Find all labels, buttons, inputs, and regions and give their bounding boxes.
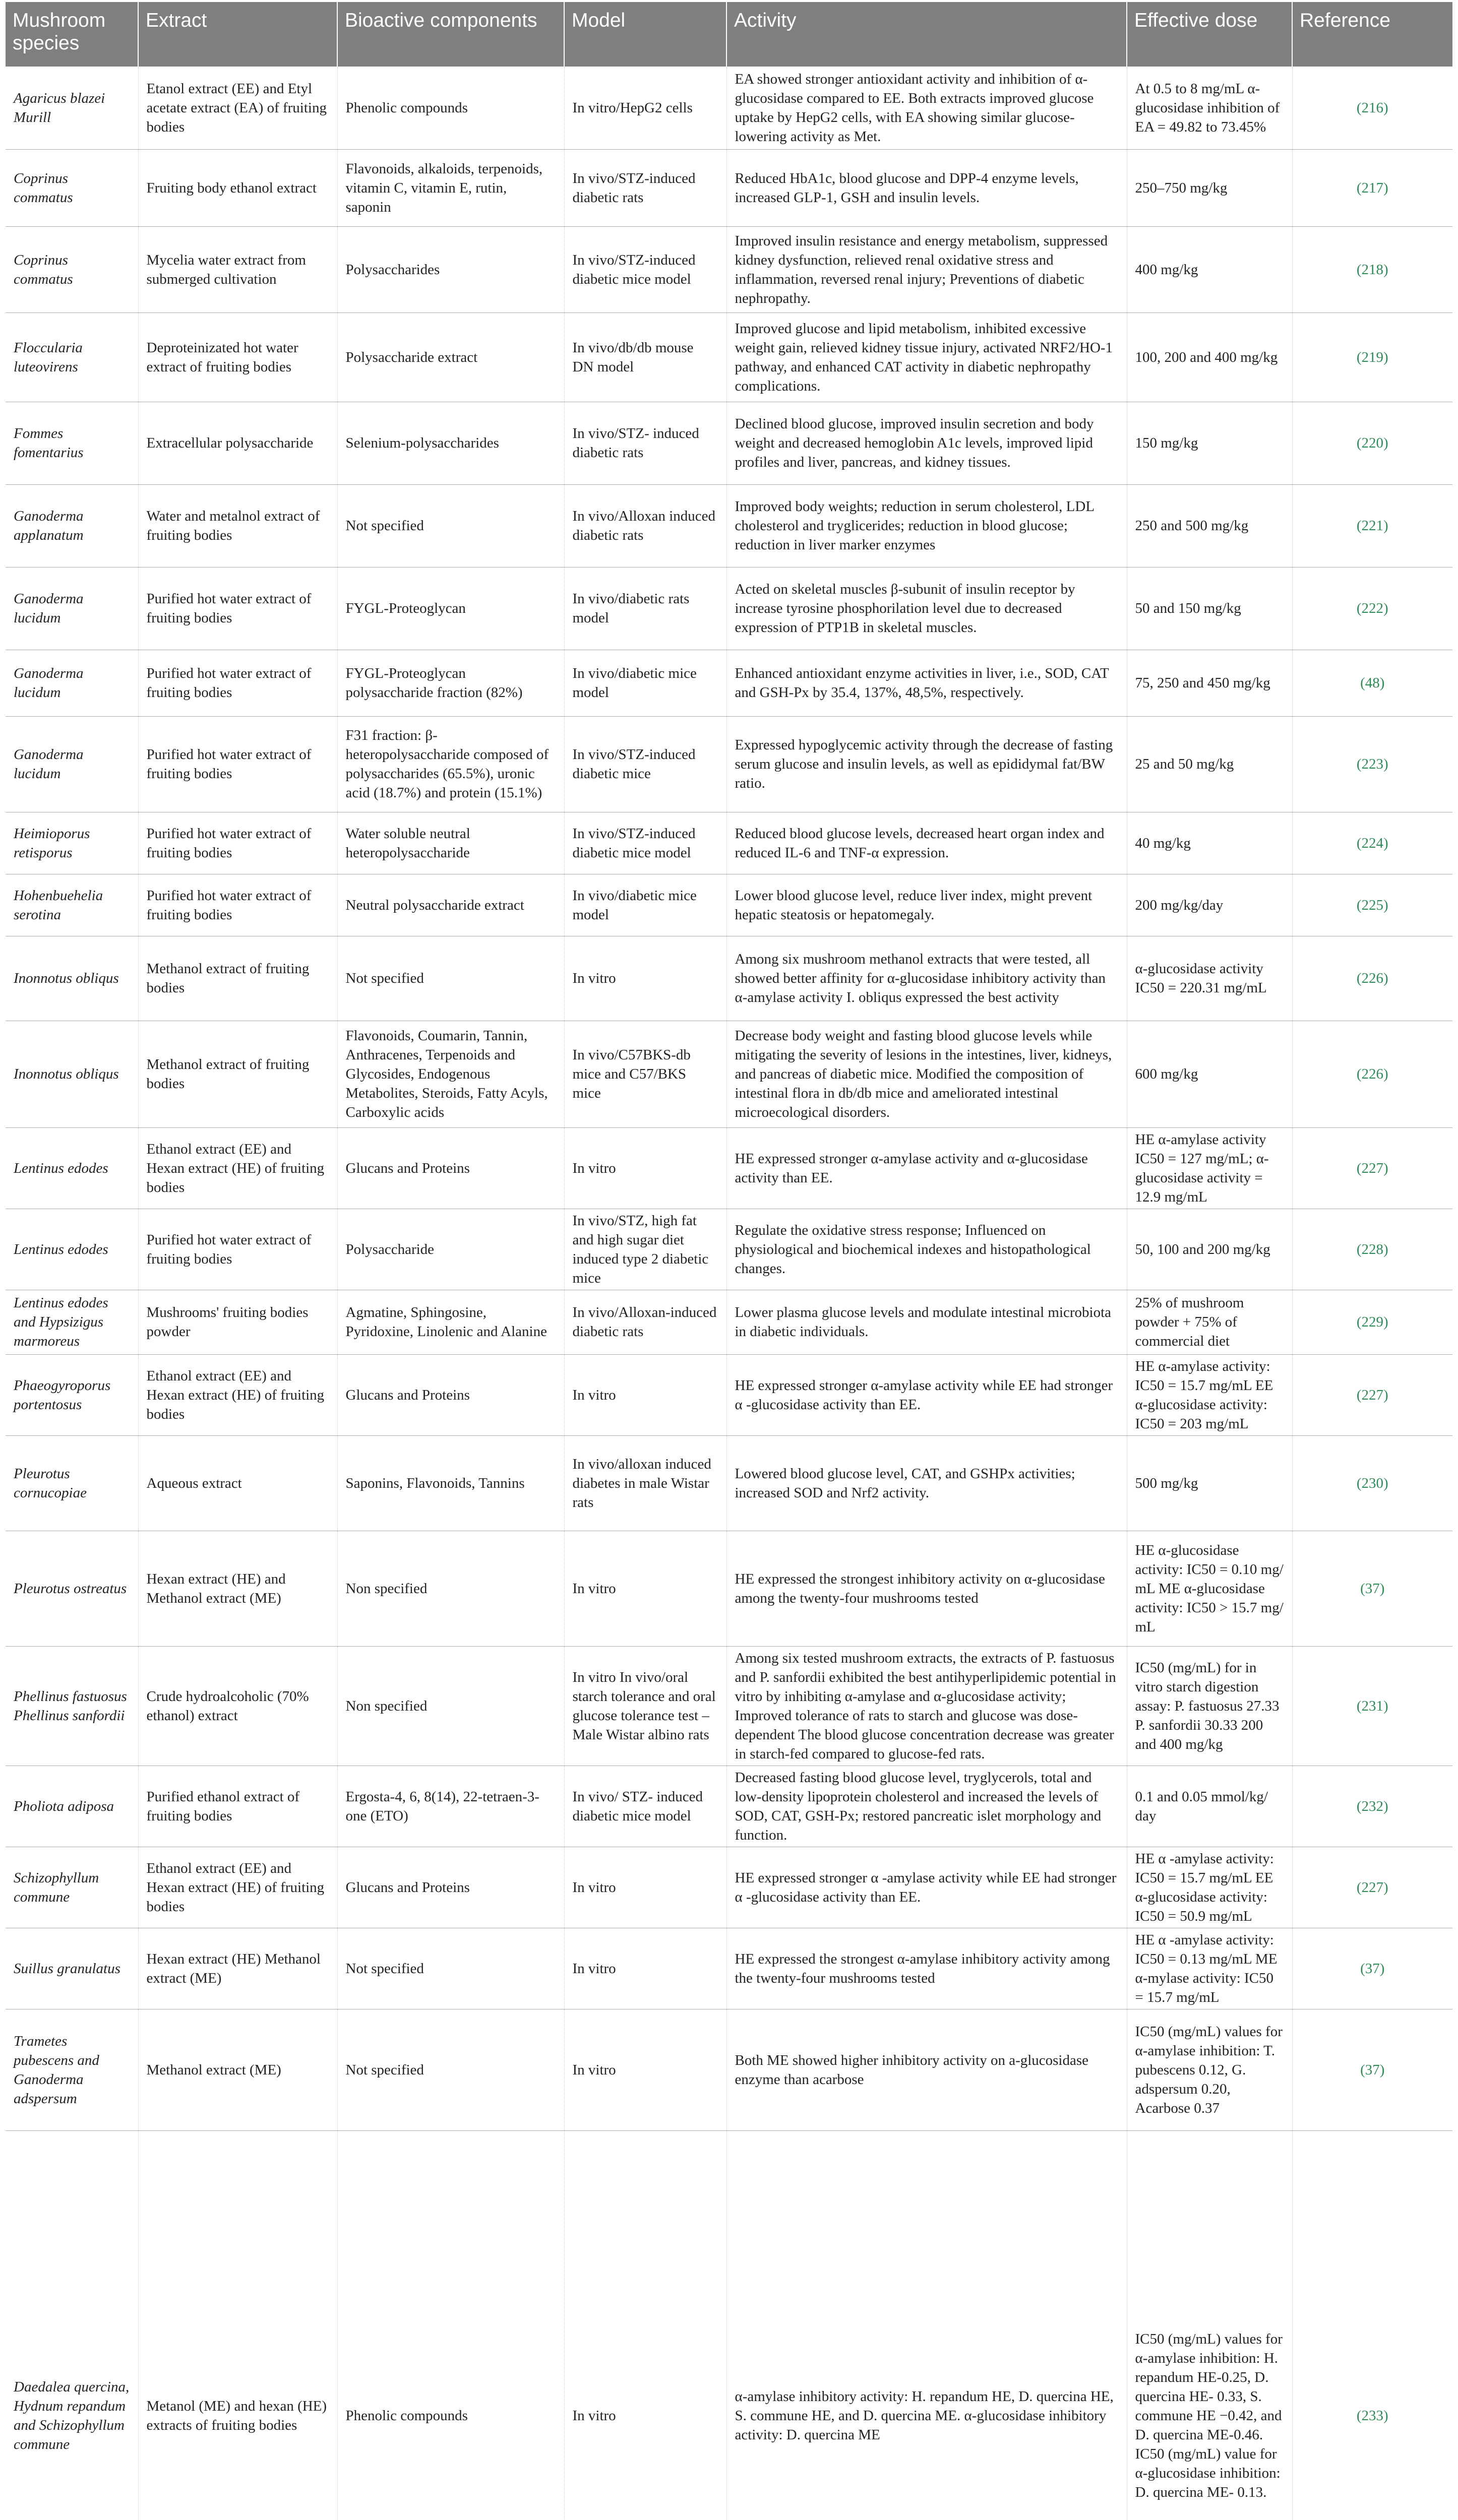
activity-cell: Among six tested mushroom extracts, the extracts of P. fastuosus and P. sanfordii exhibited the best antihyperlipidemic potential in vitro by inhibiting α-amylase and α-glucosidase activity; Improved tolerance of rats to starch and glucose was dose-dependent The blood glucose concentration decrease was greater in starch-fed compared to glucose-fed rats. <box>726 1646 1127 1766</box>
model-cell: In vivo/STZ-induced diabetic mice <box>564 716 726 812</box>
extract-cell: Hexan extract (HE) Methanol extract (ME) <box>138 1928 337 2009</box>
model-cell: In vivo/diabetic rats model <box>564 567 726 650</box>
header-activity: Activity <box>726 2 1127 67</box>
header-model: Model <box>564 2 726 67</box>
reference-link[interactable]: (228) <box>1356 1241 1388 1257</box>
extract-cell: Extracellular polysaccharide <box>138 402 337 484</box>
extract-cell: Deproteinizated hot water extract of fruiting bodies <box>138 312 337 402</box>
table-row <box>6 2009 1452 2130</box>
reference-cell <box>1292 1847 1452 1928</box>
reference-cell <box>1292 1435 1452 1531</box>
species-cell: Hohenbuehelia serotina <box>6 874 138 936</box>
reference-cell <box>1292 874 1452 936</box>
activity-cell: α-amylase inhibitory activity: H. repandum HE, D. quercina HE, S. commune HE, and D. quercina ME. α-glucosidase inhibitory activity: D. quercina ME <box>726 2130 1127 2520</box>
extract-cell: Crude hydroalcoholic (70% ethanol) extract <box>138 1646 337 1766</box>
species-cell: Floccularia luteovirens <box>6 312 138 402</box>
dose-cell: 0.1 and 0.05 mmol/kg/ day <box>1127 1766 1292 1847</box>
reference-link[interactable]: (37) <box>1360 2061 1385 2078</box>
activity-cell: HE expressed the strongest α-amylase inhibitory activity among the twenty-four mushrooms tested <box>726 1928 1127 2009</box>
reference-link[interactable]: (219) <box>1356 349 1388 365</box>
components-cell: Agmatine, Sphingosine, Pyridoxine, Linolenic and Alanine <box>337 1290 564 1354</box>
reference-cell <box>1292 650 1452 716</box>
reference-cell <box>1292 1766 1452 1847</box>
reference-cell <box>1292 1354 1452 1435</box>
dose-cell: α-glucosidase activity IC50 = 220.31 mg/mL <box>1127 936 1292 1021</box>
extract-cell: Purified hot water extract of fruiting bodies <box>138 812 337 874</box>
activity-cell: Both ME showed higher inhibitory activity on a-glucosidase enzyme than acarbose <box>726 2009 1127 2130</box>
dose-cell: HE α-amylase activity IC50 = 127 mg/mL; α-glucosidase activity = 12.9 mg/mL <box>1127 1127 1292 1209</box>
components-cell: Not specified <box>337 936 564 1021</box>
dose-cell: At 0.5 to 8 mg/mL α-glucosidase inhibition of EA = 49.82 to 73.45% <box>1127 67 1292 149</box>
model-cell: In vitro <box>564 936 726 1021</box>
components-cell: Selenium-polysaccharides <box>337 402 564 484</box>
extract-cell: Purified hot water extract of fruiting bodies <box>138 1209 337 1290</box>
table-row <box>6 936 1452 1021</box>
extract-cell: Ethanol extract (EE) and Hexan extract (HE) of fruiting bodies <box>138 1354 337 1435</box>
activity-cell: Decrease body weight and fasting blood glucose levels while mitigating the severity of lesions in the intestines, liver, kidneys, and pancreas of diabetic mice. Modified the composition of intestinal flora in db/db mice and ameliorated intestinal microecological disorders. <box>726 1021 1127 1127</box>
reference-link[interactable]: (226) <box>1356 970 1388 986</box>
reference-cell <box>1292 1531 1452 1646</box>
header-dose: Effective dose <box>1127 2 1292 67</box>
reference-cell <box>1292 1646 1452 1766</box>
dose-cell: 200 mg/kg/day <box>1127 874 1292 936</box>
extract-cell: Metanol (ME) and hexan (HE) extracts of fruiting bodies <box>138 2130 337 2520</box>
table-row <box>6 312 1452 402</box>
reference-cell <box>1292 936 1452 1021</box>
extract-cell: Mycelia water extract from submerged cultivation <box>138 226 337 312</box>
species-cell: Trametes pubescens and Ganoderma adspersum <box>6 2009 138 2130</box>
extract-cell: Ethanol extract (EE) and Hexan extract (HE) of fruiting bodies <box>138 1127 337 1209</box>
table-row <box>6 1531 1452 1646</box>
dose-cell: 100, 200 and 400 mg/kg <box>1127 312 1292 402</box>
reference-cell <box>1292 1290 1452 1354</box>
table-row <box>6 716 1452 812</box>
model-cell: In vitro <box>564 1928 726 2009</box>
reference-cell <box>1292 1021 1452 1127</box>
table-row <box>6 1290 1452 1354</box>
reference-cell <box>1292 2009 1452 2130</box>
dose-cell: 25% of mushroom powder + 75% of commercial diet <box>1127 1290 1292 1354</box>
reference-cell <box>1292 67 1452 149</box>
species-cell: Lentinus edodes <box>6 1209 138 1290</box>
components-cell: Saponins, Flavonoids, Tannins <box>337 1435 564 1531</box>
species-cell: Ganoderma applanatum <box>6 484 138 567</box>
model-cell: In vitro In vivo/oral starch tolerance and oral glucose tolerance test – Male Wistar albino rats <box>564 1646 726 1766</box>
reference-link[interactable]: (222) <box>1356 600 1388 616</box>
table-row <box>6 650 1452 716</box>
components-cell: Flavonoids, Coumarin, Tannin, Anthracenes, Terpenoids and Glycosides, Endogenous Metabolites, Steroids, Fatty Acyls, Carboxylic acids <box>337 1021 564 1127</box>
model-cell: In vitro/HepG2 cells <box>564 67 726 149</box>
dose-cell: 25 and 50 mg/kg <box>1127 716 1292 812</box>
components-cell: FYGL-Proteoglycan <box>337 567 564 650</box>
dose-cell: HE α-amylase activity: IC50 = 15.7 mg/mL EE α-glucosidase activity: IC50 = 203 mg/mL <box>1127 1354 1292 1435</box>
reference-link[interactable]: (230) <box>1356 1475 1388 1491</box>
dose-cell: IC50 (mg/mL) values for α-amylase inhibition: H. repandum HE-0.25, D. quercina HE- 0.33, S. commune HE −0.42, and D. quercina ME-0.46. IC50 (mg/mL) value for α-glucosidase inhibition: D. quercina ME- 0.13. <box>1127 2130 1292 2520</box>
table-row <box>6 149 1452 226</box>
model-cell: In vivo/Alloxan induced diabetic rats <box>564 484 726 567</box>
model-cell: In vitro <box>564 1354 726 1435</box>
reference-link[interactable]: (221) <box>1356 518 1388 534</box>
species-cell: Phaeogyroporus portentosus <box>6 1354 138 1435</box>
dose-cell: HE α -amylase activity: IC50 = 0.13 mg/mL ME α-mylase activity: IC50 = 15.7 mg/mL <box>1127 1928 1292 2009</box>
species-cell: Ganoderma lucidum <box>6 567 138 650</box>
table-row <box>6 402 1452 484</box>
extract-cell: Water and metalnol extract of fruiting bodies <box>138 484 337 567</box>
components-cell: Non specified <box>337 1646 564 1766</box>
activity-cell: Reduced HbA1c, blood glucose and DPP-4 enzyme levels, increased GLP-1, GSH and insulin levels. <box>726 149 1127 226</box>
components-cell: Phenolic compounds <box>337 2130 564 2520</box>
components-cell: Glucans and Proteins <box>337 1354 564 1435</box>
model-cell: In vivo/db/db mouse DN model <box>564 312 726 402</box>
reference-cell <box>1292 484 1452 567</box>
extract-cell: Mushrooms' fruiting bodies powder <box>138 1290 337 1354</box>
reference-link[interactable]: (218) <box>1356 261 1388 278</box>
extract-cell: Ethanol extract (EE) and Hexan extract (HE) of fruiting bodies <box>138 1847 337 1928</box>
extract-cell: Purified hot water extract of fruiting bodies <box>138 716 337 812</box>
mushroom-antidiabetic-table <box>6 2 1452 2520</box>
reference-link[interactable]: (226) <box>1356 1066 1388 1082</box>
extract-cell: Fruiting body ethanol extract <box>138 149 337 226</box>
table-row <box>6 1354 1452 1435</box>
header-row <box>6 2 1452 67</box>
header-components: Bioactive components <box>337 2 564 67</box>
activity-cell: Lowered blood glucose level, CAT, and GSHPx activities; increased SOD and Nrf2 activity. <box>726 1435 1127 1531</box>
extract-cell: Hexan extract (HE) and Methanol extract (ME) <box>138 1531 337 1646</box>
activity-cell: Lower blood glucose level, reduce liver index, might prevent hepatic steatosis or hepatomegaly. <box>726 874 1127 936</box>
species-cell: Inonnotus obliqus <box>6 1021 138 1127</box>
activity-cell: Declined blood glucose, improved insulin secretion and body weight and decreased hemoglobin A1c levels, improved lipid profiles and liver, pancreas, and kidney tissues. <box>726 402 1127 484</box>
dose-cell: HE α-glucosidase activity: IC50 = 0.10 mg/ mL ME α-glucosidase activity: IC50 > 15.7 mg/ mL <box>1127 1531 1292 1646</box>
extract-cell: Etanol extract (EE) and Etyl acetate extract (EA) of fruiting bodies <box>138 67 337 149</box>
components-cell: Neutral polysaccharide extract <box>337 874 564 936</box>
dose-cell: 75, 250 and 450 mg/kg <box>1127 650 1292 716</box>
species-cell: Ganoderma lucidum <box>6 716 138 812</box>
reference-link[interactable]: (48) <box>1360 675 1385 691</box>
activity-cell: Improved insulin resistance and energy metabolism, suppressed kidney dysfunction, relieved renal oxidative stress and inflammation, reversed renal injury; Preventions of diabetic nephropathy. <box>726 226 1127 312</box>
reference-link[interactable]: (223) <box>1356 756 1388 772</box>
reference-link[interactable]: (37) <box>1360 1960 1385 1977</box>
reference-cell <box>1292 312 1452 402</box>
table-row <box>6 2130 1452 2520</box>
reference-link[interactable]: (216) <box>1356 99 1388 116</box>
dose-cell: HE α -amylase activity: IC50 = 15.7 mg/mL EE α-glucosidase activity: IC50 = 50.9 mg/mL <box>1127 1847 1292 1928</box>
components-cell: F31 fraction: β-heteropolysaccharide composed of polysaccharides (65.5%), uronic acid (18.7%) and protein (15.1%) <box>337 716 564 812</box>
reference-link[interactable]: (227) <box>1356 1387 1388 1403</box>
table-body <box>6 67 1452 2520</box>
species-cell: Suillus granulatus <box>6 1928 138 2009</box>
model-cell: In vivo/STZ- induced diabetic rats <box>564 402 726 484</box>
species-cell: Lentinus edodes and Hypsizigus marmoreus <box>6 1290 138 1354</box>
species-cell: Schizophyllum commune <box>6 1847 138 1928</box>
components-cell: Ergosta-4, 6, 8(14), 22-tetraen-3-one (ETO) <box>337 1766 564 1847</box>
reference-cell <box>1292 226 1452 312</box>
dose-cell: 50 and 150 mg/kg <box>1127 567 1292 650</box>
dose-cell: 250–750 mg/kg <box>1127 149 1292 226</box>
components-cell: Flavonoids, alkaloids, terpenoids, vitamin C, vitamin E, rutin, saponin <box>337 149 564 226</box>
reference-cell <box>1292 716 1452 812</box>
extract-cell: Methanol extract of fruiting bodies <box>138 936 337 1021</box>
dose-cell: 400 mg/kg <box>1127 226 1292 312</box>
reference-link[interactable]: (227) <box>1356 1879 1388 1896</box>
components-cell: Water soluble neutral heteropolysaccharide <box>337 812 564 874</box>
components-cell: Not specified <box>337 2009 564 2130</box>
model-cell: In vitro <box>564 1127 726 1209</box>
components-cell: Not specified <box>337 1928 564 2009</box>
model-cell: In vivo/alloxan induced diabetes in male Wistar rats <box>564 1435 726 1531</box>
reference-cell <box>1292 812 1452 874</box>
dose-cell: IC50 (mg/mL) for in vitro starch digestion assay: P. fastuosus 27.33 P. sanfordii 30.33 200 and 400 mg/kg <box>1127 1646 1292 1766</box>
species-cell: Phellinus fastuosus Phellinus sanfordii <box>6 1646 138 1766</box>
extract-cell: Methanol extract of fruiting bodies <box>138 1021 337 1127</box>
model-cell: In vivo/STZ-induced diabetic mice model <box>564 812 726 874</box>
species-cell: Daedalea quercina, Hydnum repandum and Schizophyllum commune <box>6 2130 138 2520</box>
table-row <box>6 484 1452 567</box>
reference-link[interactable]: (232) <box>1356 1798 1388 1814</box>
activity-cell: Acted on skeletal muscles β-subunit of insulin receptor by increase tyrosine phosphorilation level due to decreased expression of PTP1B in skeletal muscles. <box>726 567 1127 650</box>
table-row <box>6 226 1452 312</box>
table-row <box>6 1928 1452 2009</box>
components-cell: Phenolic compounds <box>337 67 564 149</box>
reference-cell <box>1292 567 1452 650</box>
reference-cell <box>1292 402 1452 484</box>
species-cell: Fommes fomentarius <box>6 402 138 484</box>
components-cell: Non specified <box>337 1531 564 1646</box>
table-row <box>6 874 1452 936</box>
table-row <box>6 1127 1452 1209</box>
reference-link[interactable]: (231) <box>1356 1697 1388 1714</box>
dose-cell: IC50 (mg/mL) values for α-amylase inhibition: T. pubescens 0.12, G. adspersum 0.20, Acarbose 0.37 <box>1127 2009 1292 2130</box>
extract-cell: Purified hot water extract of fruiting bodies <box>138 650 337 716</box>
model-cell: In vivo/ STZ- induced diabetic mice model <box>564 1766 726 1847</box>
activity-cell: Enhanced antioxidant enzyme activities in liver, i.e., SOD, CAT and GSH-Px by 35.4, 137%, 48,5%, respectively. <box>726 650 1127 716</box>
species-cell: Pleurotus cornucopiae <box>6 1435 138 1531</box>
extract-cell: Aqueous extract <box>138 1435 337 1531</box>
model-cell: In vivo/C57BKS-db mice and C57/BKS mice <box>564 1021 726 1127</box>
table-row <box>6 1209 1452 1290</box>
species-cell: Ganoderma lucidum <box>6 650 138 716</box>
activity-cell: Improved body weights; reduction in serum cholesterol, LDL cholesterol and tryglicerides; reduction in blood glucose; reduction in liver marker enzymes <box>726 484 1127 567</box>
extract-cell: Purified hot water extract of fruiting bodies <box>138 874 337 936</box>
components-cell: FYGL-Proteoglycan polysaccharide fraction (82%) <box>337 650 564 716</box>
activity-cell: Reduced blood glucose levels, decreased heart organ index and reduced IL-6 and TNF-α expression. <box>726 812 1127 874</box>
reference-link[interactable]: (225) <box>1356 897 1388 913</box>
extract-cell: Purified hot water extract of fruiting bodies <box>138 567 337 650</box>
reference-link[interactable]: (37) <box>1360 1580 1385 1597</box>
model-cell: In vivo/STZ, high fat and high sugar diet induced type 2 diabetic mice <box>564 1209 726 1290</box>
reference-link[interactable]: (233) <box>1356 2408 1388 2424</box>
header-extract: Extract <box>138 2 337 67</box>
species-cell: Lentinus edodes <box>6 1127 138 1209</box>
table-row <box>6 1766 1452 1847</box>
species-cell: Pholiota adiposa <box>6 1766 138 1847</box>
reference-cell <box>1292 1209 1452 1290</box>
extract-cell: Methanol extract (ME) <box>138 2009 337 2130</box>
activity-cell: HE expressed stronger α-amylase activity while EE had stronger α -glucosidase activity than EE. <box>726 1354 1127 1435</box>
table-row <box>6 567 1452 650</box>
table-row <box>6 812 1452 874</box>
activity-cell: EA showed stronger antioxidant activity and inhibition of α-glucosidase compared to EE. Both extracts improved glucose uptake by HepG2 cells, with EA showing similar glucose-lowering activity as Met. <box>726 67 1127 149</box>
activity-cell: Expressed hypoglycemic activity through the decrease of fasting serum glucose and insulin levels, as well as epididymal fat/BW ratio. <box>726 716 1127 812</box>
components-cell: Polysaccharide extract <box>337 312 564 402</box>
model-cell: In vitro <box>564 2130 726 2520</box>
table-row <box>6 1435 1452 1531</box>
components-cell: Not specified <box>337 484 564 567</box>
components-cell: Polysaccharides <box>337 226 564 312</box>
reference-cell <box>1292 2130 1452 2520</box>
reference-cell <box>1292 149 1452 226</box>
table-row <box>6 1021 1452 1127</box>
components-cell: Glucans and Proteins <box>337 1847 564 1928</box>
components-cell: Polysaccharide <box>337 1209 564 1290</box>
activity-cell: Regulate the oxidative stress response; Influenced on physiological and biochemical indexes and histopathological changes. <box>726 1209 1127 1290</box>
model-cell: In vivo/STZ-induced diabetic mice model <box>564 226 726 312</box>
components-cell: Glucans and Proteins <box>337 1127 564 1209</box>
activity-cell: Improved glucose and lipid metabolism, inhibited excessive weight gain, relieved kidney tissue injury, activated NRF2/HO-1 pathway, and enhanced CAT activity in diabetic nephropathy complications. <box>726 312 1127 402</box>
reference-link[interactable]: (227) <box>1356 1160 1388 1176</box>
model-cell: In vivo/STZ-induced diabetic rats <box>564 149 726 226</box>
reference-cell <box>1292 1127 1452 1209</box>
activity-cell: HE expressed the strongest inhibitory activity on α-glucosidase among the twenty-four mushrooms tested <box>726 1531 1127 1646</box>
table-row <box>6 67 1452 149</box>
activity-cell: HE expressed stronger α -amylase activity while EE had stronger α -glucosidase activity than EE. <box>726 1847 1127 1928</box>
dose-cell: 50, 100 and 200 mg/kg <box>1127 1209 1292 1290</box>
table-row <box>6 1847 1452 1928</box>
model-cell: In vitro <box>564 1847 726 1928</box>
reference-link[interactable]: (229) <box>1356 1314 1388 1330</box>
activity-cell: Among six mushroom methanol extracts that were tested, all showed better affinity for α-glucosidase inhibitory activity than α-amylase activity I. obliqus expressed the best activity <box>726 936 1127 1021</box>
reference-link[interactable]: (217) <box>1356 179 1388 196</box>
dose-cell: 150 mg/kg <box>1127 402 1292 484</box>
model-cell: In vivo/Alloxan-induced diabetic rats <box>564 1290 726 1354</box>
header-species: Mushroom species <box>6 2 138 67</box>
model-cell: In vitro <box>564 2009 726 2130</box>
species-cell: Inonnotus obliqus <box>6 936 138 1021</box>
reference-link[interactable]: (224) <box>1356 835 1388 851</box>
model-cell: In vivo/diabetic mice model <box>564 650 726 716</box>
table-row <box>6 1646 1452 1766</box>
model-cell: In vivo/diabetic mice model <box>564 874 726 936</box>
species-cell: Coprinus commatus <box>6 226 138 312</box>
header-reference: Reference <box>1292 2 1452 67</box>
species-cell: Agaricus blazei Murill <box>6 67 138 149</box>
activity-cell: Decreased fasting blood glucose level, tryglycerols, total and low-density lipoprotein cholesterol and increased the levels of SOD, CAT, GSH-Px; restored pancreatic islet morphology and function. <box>726 1766 1127 1847</box>
species-cell: Coprinus commatus <box>6 149 138 226</box>
activity-cell: Lower plasma glucose levels and modulate intestinal microbiota in diabetic individuals. <box>726 1290 1127 1354</box>
dose-cell: 40 mg/kg <box>1127 812 1292 874</box>
reference-link[interactable]: (220) <box>1356 435 1388 451</box>
species-cell: Pleurotus ostreatus <box>6 1531 138 1646</box>
model-cell: In vitro <box>564 1531 726 1646</box>
reference-cell <box>1292 1928 1452 2009</box>
dose-cell: 600 mg/kg <box>1127 1021 1292 1127</box>
dose-cell: 500 mg/kg <box>1127 1435 1292 1531</box>
species-cell: Heimioporus retisporus <box>6 812 138 874</box>
extract-cell: Purified ethanol extract of fruiting bodies <box>138 1766 337 1847</box>
activity-cell: HE expressed stronger α-amylase activity and α-glucosidase activity than EE. <box>726 1127 1127 1209</box>
dose-cell: 250 and 500 mg/kg <box>1127 484 1292 567</box>
